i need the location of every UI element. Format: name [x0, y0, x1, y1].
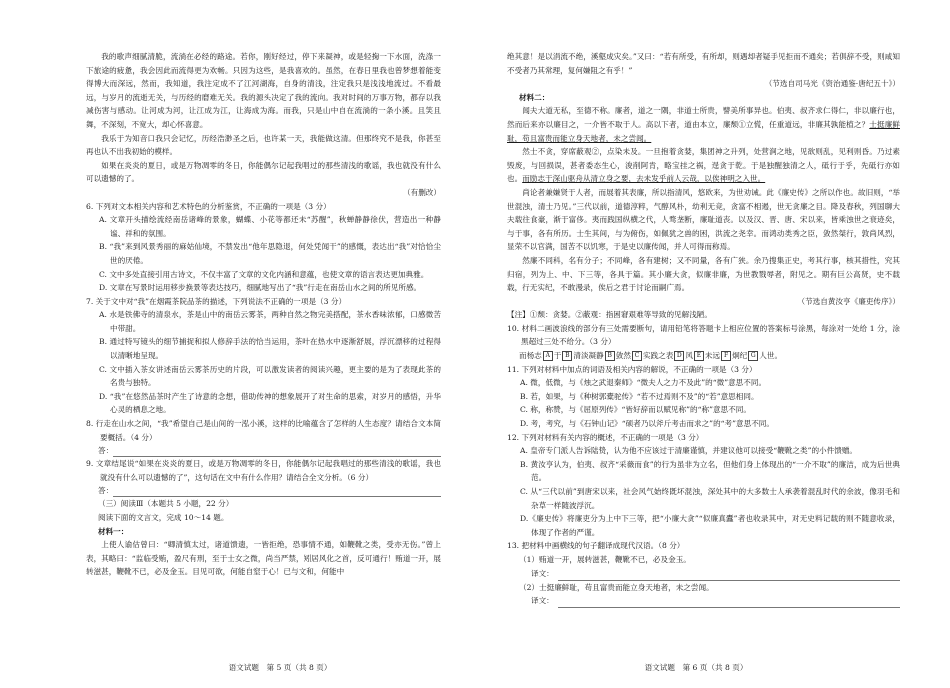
break-option-box[interactable]: E: [694, 351, 704, 361]
question-8: 8. 行走在山水之间，“我”希望自己是山间的一泓小溪，这样的比喻蕴含了怎样的人生态度？请结合文本简要概括。（4 分）: [86, 419, 441, 442]
passage-segment: 人世。: [759, 351, 783, 361]
wavy-line-passage: 而励志于深山驱舟从清立身之要，去未发乎前人云哉，以俟神明之入世。: [522, 174, 766, 184]
option: C. 称，称赞，与《屈原列传》“皆好辞而以赋见称”的“称”意思不同。: [520, 405, 751, 415]
page-footer-right: 语文试题 第 6 页（共 8 页）: [644, 663, 748, 672]
break-option-box[interactable]: C: [632, 351, 642, 361]
section-instruction: 阅读下面的文言文，完成 10～14 题。: [98, 513, 229, 522]
question-10: 10. 材料二画波浪线的部分有三处需要断句，请用铅笔将答题卡上相应位置的答案标号涂黑，每涂对一处给 1 分，涂黑超过三处不给分。（3 分）: [507, 323, 900, 347]
essay-paragraph: 我的歌声细腻清脆，流淌在必经的路途。若你，刚好经过，停下来凝神，或是轻掬一下水面，洗涤一下旅途的疲惫，我会因此而流得更为欢畅。只因为这些，是我喜欢的。虽然，在春日里我也曾梦想着能变得博大而深远，然而，我知道，我注定成不了江河湖海，自身的清浅，注定我只是浅浅地流过。不看最远，与岁月的流逝无关，与历经的磨难无关。我的源头决定了我的流向。我对时间的万事万物，都存以我减伤害与感动。让河成为河，让江成为江，让海成为海。而我，只是山中自在流淌的一条小溪。且笑且舞，不深刻，不宽大，却心怀喜意。: [86, 52, 441, 129]
translation-row: 译文：: [531, 594, 900, 608]
passage-segment: 于: [553, 351, 562, 361]
source-note: （有删改）: [403, 187, 441, 197]
source-note: （节选自司马光《资治通鉴·唐纪五十》）: [764, 79, 900, 89]
material-2-paragraph: 然廉不同科，名有分子；不同峰，各有建树；又不同量，各有广狭。余乃搜集正史，考其行事，核其措性，究其归宿，列为上、中、下三等，各具于篇。其小廉大贪，似廉非廉，为世教戮辱者，附见之。期有巨公高贤，史不载载，行无实纪，不敢漫录，俟后之君于讨论而嗣广焉。: [507, 255, 900, 293]
translate-item-2: （2）士挺廉鲜耻，苟且富贵而能立身天地者，未之尝闻。: [519, 582, 714, 592]
option: D. 文章在写景时运用移步换景等表达技巧，细腻地写出了“我”行走在南岳山水之间的所见所感。: [99, 283, 422, 293]
question-13: 13. 把材料中画横线的句子翻译成现代汉语。（8 分）: [507, 541, 685, 551]
option: B. 通过特写镜头的细节捕捉和拟人修辞手法的恰当运用，茶叶在热水中逐渐舒展，浮沉漂移的过程得以清晰地呈现。: [99, 337, 441, 361]
translation-row: 译文：: [531, 567, 900, 581]
question-9: 9. 文章结尾说“如果在炎炎的夏日，或是万物凋零的冬日，你能偶尔记起我唱过的那些清浅的歌谣，我也就没有什么可以遗憾的了”，这句话在文中有什么作用？请结合全文分析。（6 分）: [86, 459, 441, 482]
material-1-text: 上使人谕估曾曰：“卿清慎太过，诸道馈遗，一皆拒绝，恐事情不通，如鞭靴之类，受亦无伤。”曾上表，其略曰：“监临受贿，盈尺有刑，至于士女之微，尚当严禁，矧居风化之首，反可通行！贿道一开，展转滋甚，鞭靴不已，必及金玉。目见可欲，何能自窒于心！已与文和，何能中: [86, 540, 441, 577]
answer-label: 答：: [98, 486, 114, 496]
break-option-box[interactable]: G: [748, 351, 758, 361]
option: D. “我”在悠然品茶时产生了诗意的念想，借助传神的想象展开了对生命的思索，对岁月的感悟，升华心灵的栖息之地。: [99, 391, 441, 415]
break-option-box[interactable]: A: [543, 351, 553, 361]
option: C. 从“三代以前”到唐宋以来，社会风气始终既坏混浊，深处其中的大多数士人承袭着混乱时代的余波，像羽毛和杂草一样随波浮沉。: [520, 487, 900, 510]
passage-segment: 清淡凝静: [573, 351, 604, 361]
underlined-sentence: 士挺廉鲜耻，苟且富贵而能立身天地者，未之尝闻。: [507, 119, 900, 143]
question-7: 7. 关于文中对“我”在烟霞茶院品茶的描述，下列说法不正确的一项是（3 分）: [86, 296, 347, 306]
translate-item-1: （1）贿道一开，展转滋甚，鞭靴不已，必及金玉。: [519, 554, 691, 564]
option: D. 考，考究，与《石钟山记》“硕者乃以斧斤考击而求之”的“考”意思不同。: [520, 419, 774, 429]
material-2-title: 材料二：: [519, 92, 550, 102]
option: B. 黄汝亨认为，伯夷、叔齐“采薇而食”的行为虽非为立名，但他们身上体现出的“一介不取”的廉洁，成为后世典范。: [520, 459, 900, 483]
essay-paragraph: 我乐于为知音口我只会记忆，历经浩渺圣之后，也许某一天，我能做这清。但那终究不是我，你甚至再也认不出我初始的模样。: [86, 133, 441, 157]
option: A. 水是铁佛寺的清泉水，茶是山中的南岳云雾茶，两种自然之物完美搭配，茶水香味浓郁，口感微苦中带甜。: [99, 310, 441, 333]
question-11: 11. 下列对材料中加点的词语及相关内容的解说，不正确的一项是（3 分）: [507, 364, 757, 374]
break-option-box[interactable]: F: [721, 351, 731, 361]
section-heading: （三）阅读Ⅲ（本题共 5 小题，22 分）: [98, 499, 234, 509]
right-page: [475, 0, 950, 688]
sentence-break-options[interactable]: [507, 349, 900, 363]
option: B. 若，如果，与《种树郭橐驼传》“若不过焉则不及”的“若”意思相同。: [520, 391, 759, 401]
option: A. 皇帝专门派人告诉陆贽，认为他不应该过于清廉谨慎，并建议他可以接受“鞭靴之类”的小件馈赠。: [520, 446, 858, 456]
passage-segment: 敛然: [615, 351, 631, 361]
annotation-note: 【注】①颓：贪婪。②蔽观：指困窘艰难等导致的见解浅陋。: [507, 310, 713, 320]
source-note: （节选自黄汝亨《廉吏传序》）: [797, 296, 900, 306]
question-12: 12. 下列对材料有关内容的概述，不正确的一项是（3 分）: [507, 432, 704, 442]
passage-segment: 炯纪: [732, 351, 748, 361]
page-footer-left: 语文试题 第 5 页（共 8 页）: [228, 663, 332, 672]
option: B. “我”来到风景秀丽的麻姑仙境，不禁发出“他年思隐退，何处凭闻干”的感慨，表达出“我”对恰恰尘世的厌倦。: [99, 242, 441, 265]
option: A. 文章开头描绘流经南岳诸峰的景象，蝴蝶、小花等都还未“苏醒”，秋蝉静静徐伏，营造出一种静谧、祥和的氛围。: [99, 215, 441, 238]
material-1-continued: 绝其意！是以涓流不绝，溪壑成灾矣。”又曰：“若有所受，有所却，则遇却者疑手见拒而不通矣；若俱辞不受，则咸知不受者乃其常理，复何嫌阻之有乎！”: [507, 52, 900, 75]
option: C. 文中多处直接引用古诗文，不仅丰富了文章的文化内涵和意蕴，也使文章的语言表达更加典雅。: [99, 269, 429, 279]
break-option-box[interactable]: B: [562, 351, 572, 361]
answer-label: 答：: [98, 446, 114, 456]
material-2-paragraph: 然士不贪，穿席蔽观②，点染未及。一旦抱着贪婪，集团神之升列，处营涧之地，见欲则乱，见利则昏。乃过素毁废，与回损误，甚者委态生心，浚削阿肯，略宝挂之祸，逞贪于乾。于是独醒独清之人，砥行于乎，先砥行亦如也。而励志于深山驱舟从清立身之要，去未发乎前人云哉，以俟神明之入世。: [507, 147, 900, 184]
answer-line[interactable]: [113, 445, 441, 457]
passage-segment: 未远: [704, 351, 721, 361]
option: D.《廉史传》将廉吏分为上中下三等，把“小廉大贪”“似廉真蠹”者也收录其中，对无史料记载的则不随意收录，体现了作者的严谨。: [520, 514, 900, 537]
option: C. 文中插入茶女讲述南岳云雾茶历史的片段，可以激发读者的阅读兴趣，更主要的是为了表现此茶的名贵与独特。: [99, 364, 441, 388]
translation-input-line[interactable]: [558, 594, 900, 608]
passage-segment: 风: [685, 351, 693, 361]
material-2-paragraph: 闻夫大道无私，至德不称。廉者，道之一隅，非道士所贵，譬美所事异也。伯夷、叔齐求仁得仁，非以廉行也，然而后来亦以廉目之，一介皆不取于人。高以下者，道由本立，廉颓①立慌，任重道远，非廉其孰能植之？士挺廉鲜耻，苟且富贵而能立身天地者，未之尝闻。: [507, 106, 900, 143]
break-option-box[interactable]: D: [674, 351, 684, 361]
material-1-title: 材料一：: [98, 526, 129, 536]
essay-paragraph: 如果在炎炎的夏日，或是万物凋零的冬日，你能偶尔记起我唱过的那些清浅的歌谣，我也就没有什么可以遗憾的了。: [86, 160, 441, 184]
option: A. 微，低微，与《烛之武退秦师》“微夫人之力不及此”的“微”意思不同。: [520, 378, 767, 388]
translation-input-line[interactable]: [558, 567, 900, 581]
passage-segment: 而杨志: [519, 351, 542, 361]
passage-segment: 实践之表: [642, 351, 674, 361]
material-2-paragraph: 尚论者兼嫌贤于人者，而展着其表廉，所以指清风，悠欧来，为世劝诫。此《廉史传》之所以作也。故旧则，“举世混浊，清士乃见。”三代以前，道德淳粹，气醇风朴，幼利无竞，贪富不相遏，世无贪廉之目。降及春秋，列国聊大夫载往食豪，渐于富侈。夷而践国纵横之代，人骛垄断，廉耻道丧。以及汉、晋、唐、宋以来，皆乘浊世之衰迹矣，与于事，各有所历。士生其间，与为俯伤，如佩犹之兽的困，洪流之尧幸。而鸿动类秀之臣，敛然桀行，敦尚风烈，显荣不以官满，国苦不以饥寒，于是史以廉传闻，并人可得而称焉。: [507, 187, 900, 252]
answer-line[interactable]: [113, 485, 441, 497]
break-option-box[interactable]: B: [605, 351, 615, 361]
question-6: 6. 下列对文本相关内容和艺术特色的分析鉴赏，不正确的一项是（3 分）: [86, 201, 331, 211]
